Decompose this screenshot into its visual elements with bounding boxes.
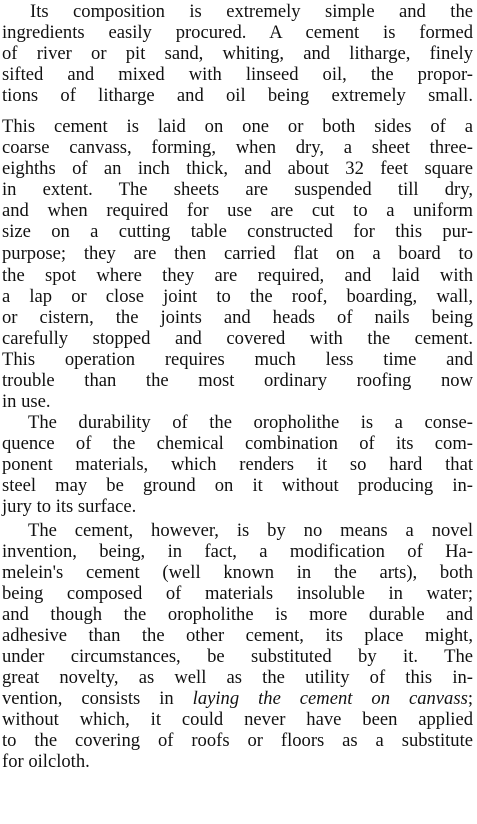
- text-line: This cement is laid on one or both sides of a: [2, 116, 473, 137]
- text-line: adhesive than the other cement, its place might,: [2, 625, 473, 646]
- text-line: jury to its surface.: [2, 496, 137, 517]
- text-line: The cement, however, is by no means a novel: [28, 520, 473, 541]
- text-run: ;: [467, 688, 473, 709]
- text-run: vention, consists in: [2, 688, 193, 709]
- text-line: trouble than the most ordinary roofing now: [2, 370, 473, 391]
- emphasis-text: laying the cement on canvass: [192, 688, 468, 709]
- text-line: ponent materials, which renders it so hard that: [2, 454, 473, 475]
- text-line: or cistern, the joints and heads of nails being: [2, 307, 473, 328]
- text-line: invention, being, in fact, a modification of Ha-: [2, 541, 473, 562]
- text-line: and when required for use are cut to a uniform: [2, 200, 473, 221]
- text-line: in extent. The sheets are suspended till dry,: [2, 179, 473, 200]
- text-line: purpose; they are then carried flat on a board to: [2, 243, 473, 264]
- text-line: under circumstances, be substituted by it. The: [2, 646, 473, 667]
- text-line: in use.: [2, 391, 51, 412]
- text-line: a lap or close joint to the roof, boarding, wall,: [2, 286, 473, 307]
- text-line: steel may be ground on it without producing in-: [2, 475, 473, 496]
- text-line: for oilcloth.: [2, 751, 90, 772]
- text-line: to the covering of roofs or floors as a substitute: [2, 730, 473, 751]
- text-line: quence of the chemical combination of its com-: [2, 433, 473, 454]
- text-line: great novelty, as well as the utility of this in-: [2, 667, 473, 688]
- text-line: [2, 689, 473, 710]
- text-line: being composed of materials insoluble in water;: [2, 583, 473, 604]
- text-line: The durability of the oropholithe is a conse-: [28, 412, 473, 433]
- text-line: coarse canvass, forming, when dry, a sheet three-: [2, 137, 473, 158]
- text-line: and though the oropholithe is more durable and: [2, 604, 473, 625]
- text-line: tions of litharge and oil being extremely small.: [2, 85, 473, 106]
- text-line: ingredients easily procured. A cement is formed: [2, 22, 473, 43]
- text-line: carefully stopped and covered with the cement.: [2, 328, 473, 349]
- text-line: without which, it could never have been applied: [2, 709, 473, 730]
- text-line: sifted and mixed with linseed oil, the propor-: [2, 64, 473, 85]
- text-line: This operation requires much less time and: [2, 349, 473, 370]
- text-line: the spot where they are required, and laid with: [2, 265, 473, 286]
- text-line: size on a cutting table constructed for this pur-: [2, 221, 473, 242]
- text-line: of river or pit sand, whiting, and litharge, finely: [2, 43, 473, 64]
- text-line: Its composition is extremely simple and the: [30, 1, 473, 22]
- text-line: melein's cement (well known in the arts), both: [2, 562, 473, 583]
- text-line: eighths of an inch thick, and about 32 feet square: [2, 158, 473, 179]
